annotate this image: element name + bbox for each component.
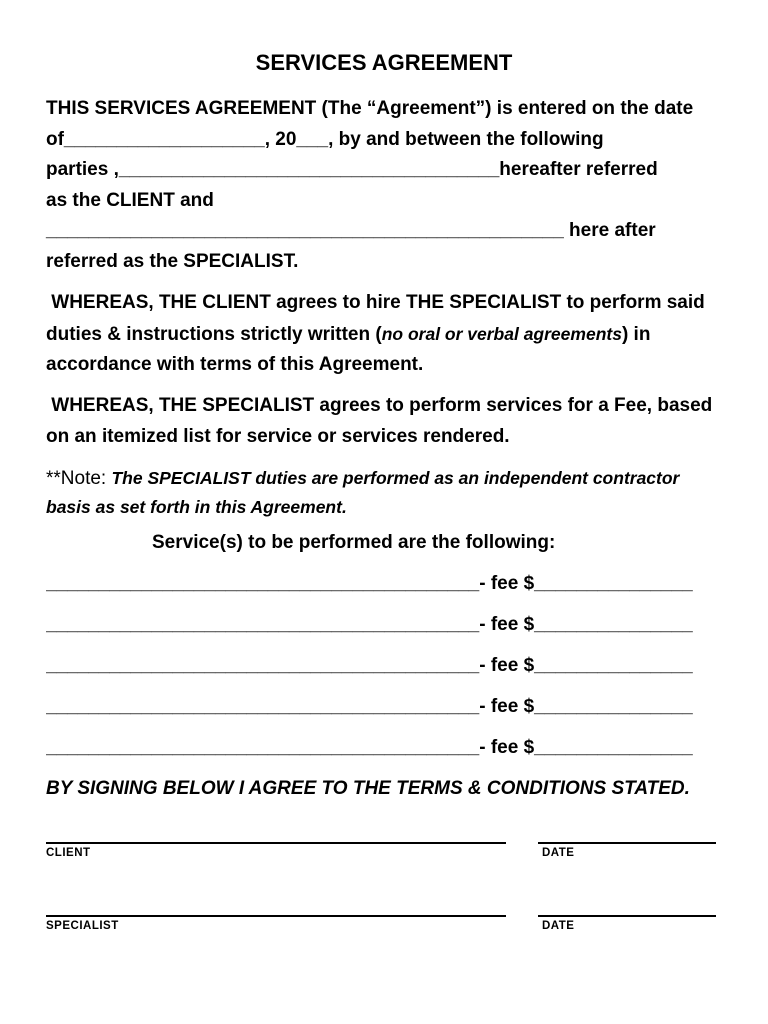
intro-line-6: referred as the SPECIALIST.: [46, 250, 299, 272]
note-line-1: [46, 464, 726, 493]
verbal-agreements-note: no oral or verbal agreements: [381, 323, 622, 344]
intro-paragraph: [46, 94, 726, 277]
service-fee-line[interactable]: _________________________________________- fee $_______________: [46, 614, 693, 635]
client-date-line[interactable]: [538, 842, 716, 844]
service-fee-line[interactable]: _________________________________________- fee $_______________: [46, 573, 693, 594]
whereas-specialist-paragraph: [46, 391, 726, 452]
client-signature-line[interactable]: [46, 842, 506, 844]
whereas-client-line-2-end: ) in: [621, 323, 651, 345]
intro-line-2: of___________________, 20___, by and between the following: [46, 128, 604, 150]
service-fee-line[interactable]: _________________________________________- fee $_______________: [46, 696, 693, 717]
client-date-label: DATE: [542, 847, 575, 859]
whereas-client-line-2-start: duties & instructions strictly written (: [46, 323, 382, 345]
service-fee-line[interactable]: _________________________________________- fee $_______________: [46, 737, 693, 758]
whereas-client-paragraph: [46, 288, 726, 381]
note-paragraph: [46, 464, 726, 521]
specialist-date-label: DATE: [542, 920, 575, 932]
services-heading: Service(s) to be performed are the following:: [152, 532, 556, 553]
intro-line-5: _________________________________________________ here after: [46, 220, 656, 241]
intro-line-4: as the CLIENT and: [46, 189, 214, 211]
agreement-statement: BY SIGNING BELOW I AGREE TO THE TERMS & CONDITIONS STATED.: [46, 778, 690, 799]
note-line-2: basis as set forth in this Agreement.: [46, 497, 347, 517]
whereas-specialist-line-1: WHEREAS, THE SPECIALIST agrees to perform services for a Fee, based: [46, 395, 713, 416]
intro-line-1: THIS SERVICES AGREEMENT (The “Agreement”) is entered on the date: [46, 98, 694, 119]
service-fee-line[interactable]: _________________________________________- fee $_______________: [46, 655, 693, 676]
intro-line-3: parties ,____________________________________hereafter referred: [46, 159, 658, 180]
whereas-client-line-2: [46, 319, 726, 351]
whereas-client-line-3: accordance with terms of this Agreement.: [46, 354, 424, 375]
whereas-specialist-line-2: on an itemized list for service or services rendered.: [46, 425, 510, 447]
document-title: SERVICES AGREEMENT: [255, 50, 513, 75]
client-label: CLIENT: [46, 847, 91, 859]
specialist-date-line[interactable]: [538, 915, 716, 917]
whereas-client-line-1: WHEREAS, THE CLIENT agrees to hire THE SPECIALIST to perform said: [46, 292, 705, 313]
note-label: **Note:: [46, 468, 112, 489]
specialist-label: SPECIALIST: [46, 920, 119, 932]
note-text-1: The SPECIALIST duties are performed as an independent contractor: [111, 468, 680, 488]
specialist-signature-line[interactable]: [46, 915, 506, 917]
